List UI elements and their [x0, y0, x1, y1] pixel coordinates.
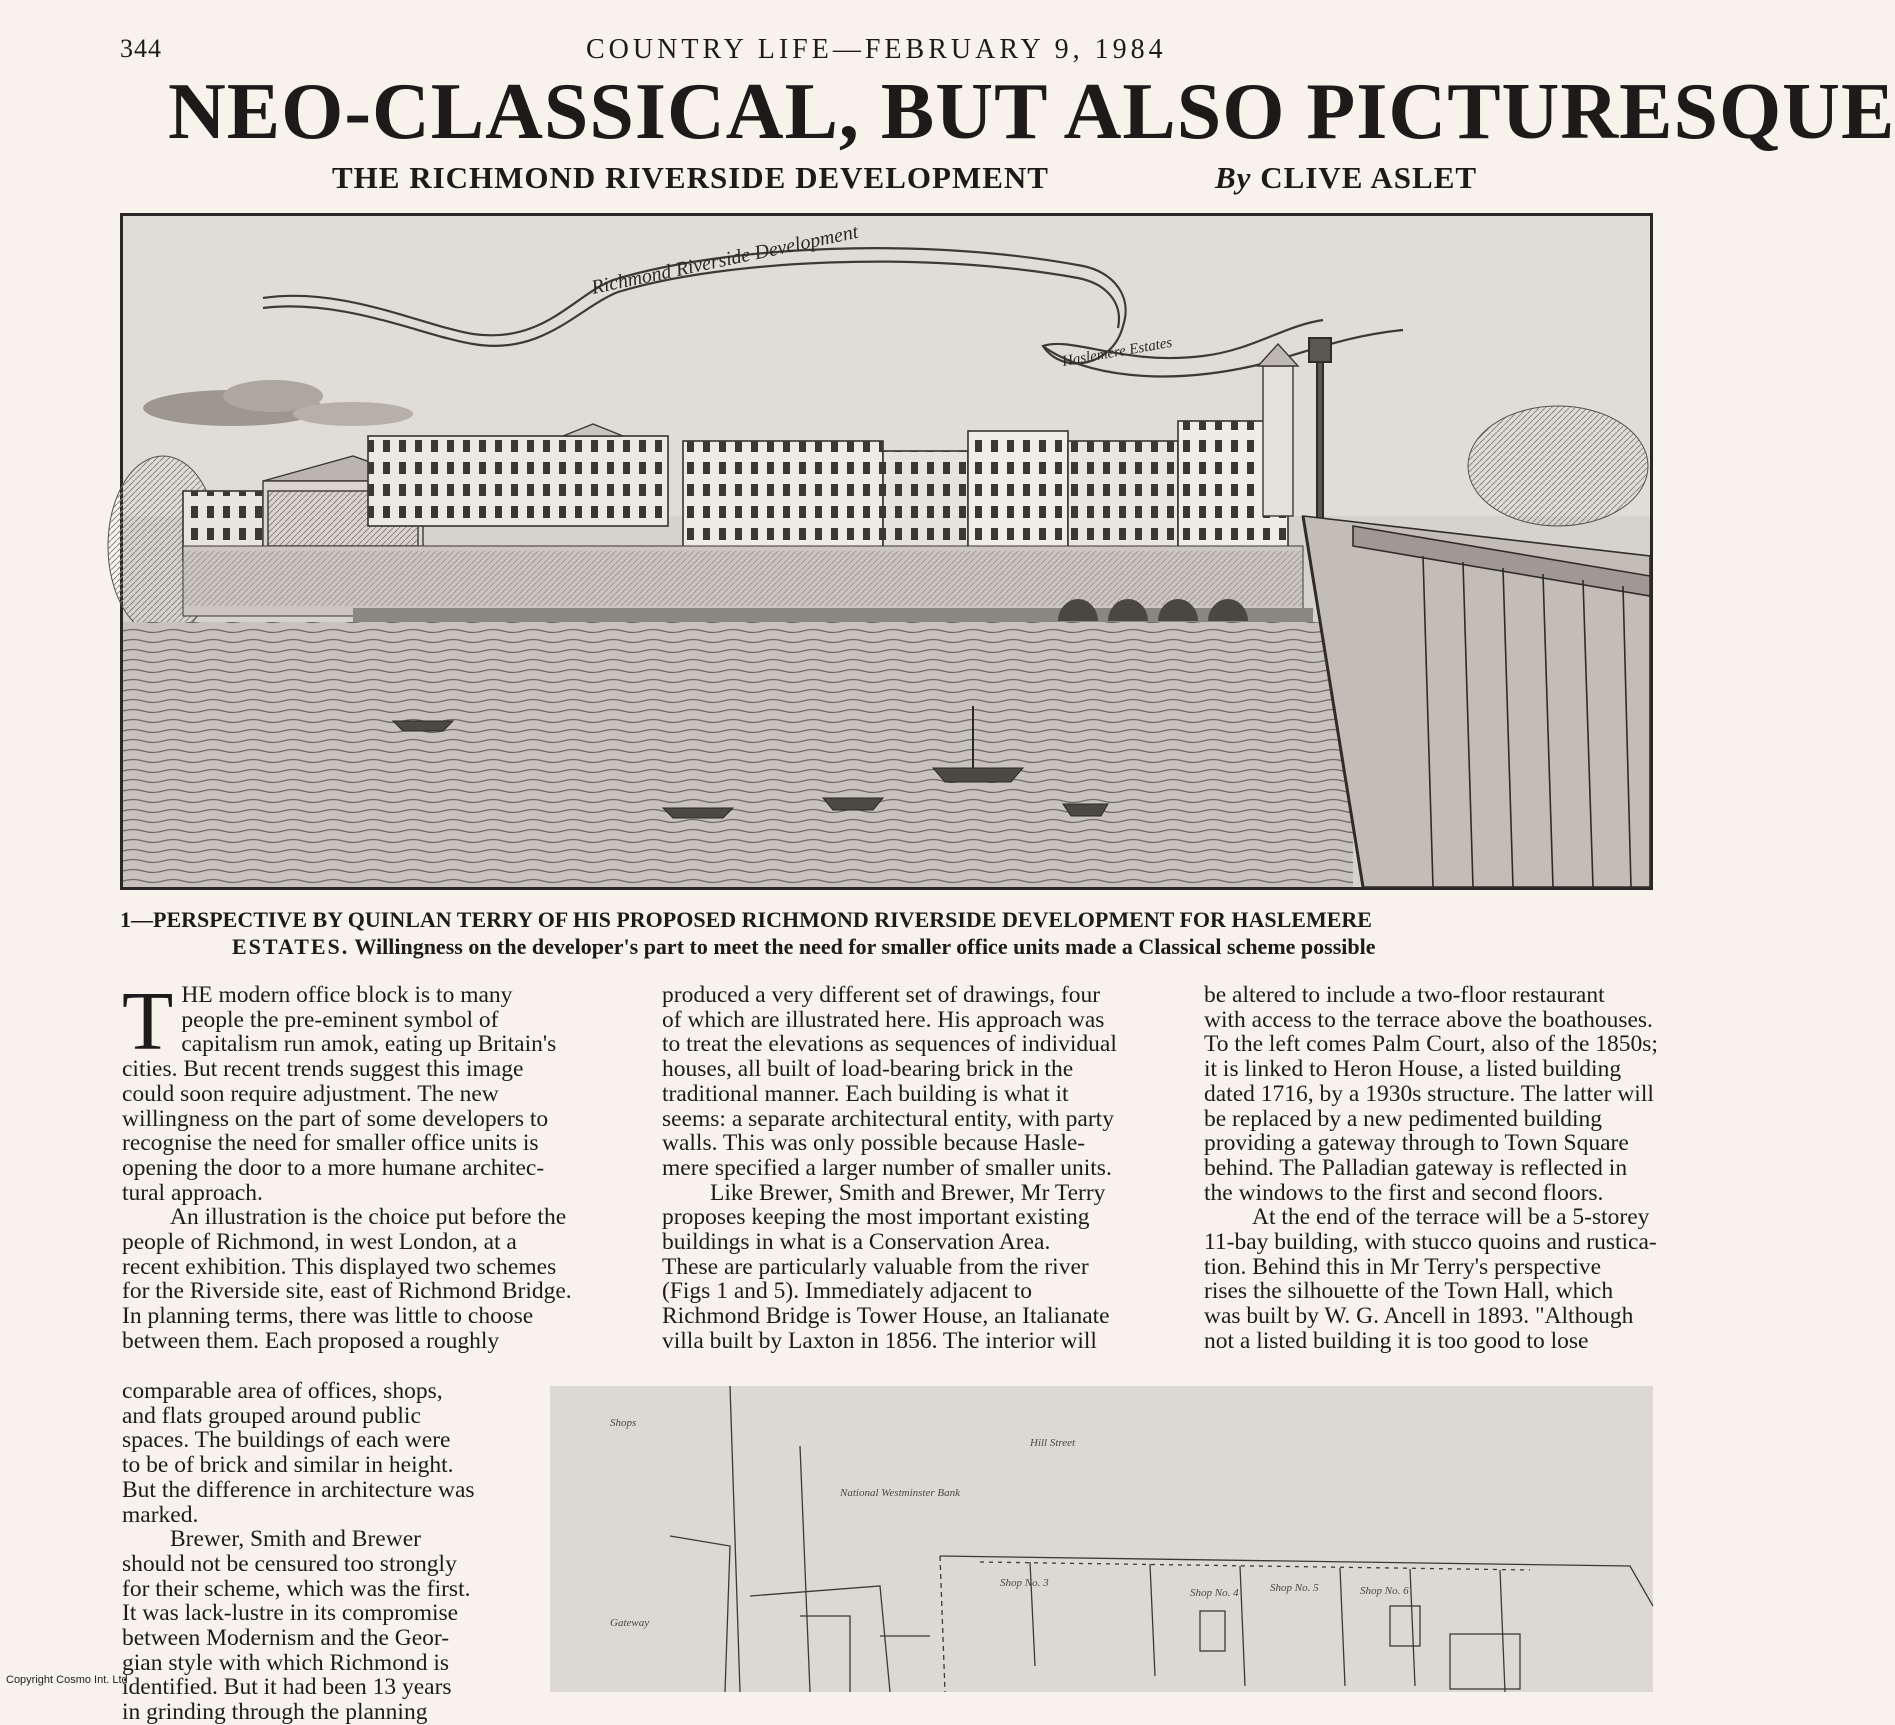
text-line: be altered to include a two-floor restaurant: [1204, 982, 1605, 1008]
text-line: providing a gateway through to Town Square: [1204, 1130, 1629, 1157]
headline: NEO-CLASSICAL, BUT ALSO PICTURESQUE: [168, 68, 1895, 156]
article-column-3: [1204, 982, 1658, 1354]
plan-label: Shop No. 5: [1270, 1582, 1319, 1594]
caption-line-2-lead: ESTATES.: [232, 934, 350, 959]
text-line: villa built by Laxton in 1856. The interior will: [662, 1327, 1097, 1354]
figure-1-caption: [120, 906, 1653, 960]
plan-label: Hill Street: [1030, 1437, 1076, 1449]
text-line: seems: a separate architectural entity, with party: [662, 1105, 1114, 1132]
text-line: houses, all built of load-bearing brick in the: [662, 1056, 1074, 1083]
text-line: rises the silhouette of the Town Hall, which: [1204, 1278, 1614, 1305]
text-line: to be of brick and similar in height.: [122, 1452, 454, 1479]
text-line: identified. But it had been 13 years: [122, 1674, 452, 1701]
bridge-balustrade: [1303, 516, 1650, 887]
text-line: tural approach.: [122, 1179, 263, 1206]
text-line: comparable area of offices, shops,: [122, 1378, 443, 1404]
text-line: for their scheme, which was the first.: [122, 1575, 471, 1602]
article-column-1: [122, 975, 638, 1354]
banner-subtext: Haslemere Estates: [1060, 334, 1174, 370]
text-line: proposes keeping the most important existing: [662, 1204, 1090, 1231]
text-line: people of Richmond, in west London, at a: [122, 1229, 517, 1256]
banner-text: Richmond Riverside Development: [589, 220, 861, 299]
text-line: spaces. The buildings of each were: [122, 1427, 451, 1454]
plan-label: Shop No. 3: [1000, 1577, 1049, 1589]
text-line: marked.: [122, 1501, 199, 1528]
text-line: produced a very different set of drawings, four: [662, 982, 1101, 1008]
plan-label: Shop No. 4: [1190, 1587, 1239, 1599]
byline: [1215, 160, 1477, 196]
text-line: capitalism run amok, eating up Britain's: [181, 1031, 557, 1058]
text-line: be replaced by a new pedimented building: [1204, 1105, 1603, 1132]
article-column-2: [662, 983, 1178, 1354]
text-line: the windows to the first and second floors.: [1204, 1179, 1604, 1206]
article-column-1-continued: [122, 1379, 522, 1725]
text-line: (Figs 1 and 5). Immediately adjacent to: [662, 1278, 1033, 1305]
caption-line-2: [120, 933, 1653, 960]
page-number: 344: [120, 34, 162, 63]
text-line: recognise the need for smaller office units is: [122, 1130, 539, 1157]
text-line: In planning terms, there was little to choose: [122, 1303, 534, 1330]
text-line: opening the door to a more humane architec-: [122, 1154, 545, 1181]
text-line: it is linked to Heron House, a listed building: [1204, 1056, 1622, 1083]
text-line: mere specified a larger number of smaller units.: [662, 1154, 1112, 1181]
text-line: to treat the elevations as sequences of individual: [662, 1031, 1117, 1058]
text-line: Richmond Bridge is Tower House, an Italianate: [662, 1303, 1110, 1330]
site-plan-svg: [550, 1386, 1653, 1692]
text-line: At the end of the terrace will be a 5-storey: [1252, 1204, 1650, 1231]
text-line: cities. But recent trends suggest this image: [122, 1056, 524, 1083]
text-line: could soon require adjustment. The new: [122, 1080, 499, 1107]
text-line: and flats grouped around public: [122, 1402, 421, 1429]
text-line: of which are illustrated here. His approach was: [662, 1006, 1105, 1033]
site-plan-drawing: [550, 1386, 1653, 1692]
text-line: in grinding through the planning: [122, 1699, 428, 1725]
running-head: COUNTRY LIFE—FEBRUARY 9, 1984: [586, 34, 1167, 65]
text-line: people the pre-eminent symbol of: [181, 1006, 499, 1033]
text-line: should not be censured too strongly: [122, 1550, 457, 1577]
text-line: between Modernism and the Geor-: [122, 1625, 450, 1652]
text-line: Like Brewer, Smith and Brewer, Mr Terry: [710, 1179, 1106, 1206]
riverside-perspective-illustration: [123, 216, 1650, 887]
byline-by: By: [1215, 160, 1252, 195]
plan-label: Shop No. 6: [1360, 1585, 1409, 1597]
text-line: walls. This was only possible because Hasle-: [662, 1130, 1086, 1157]
byline-author: CLIVE ASLET: [1260, 160, 1478, 195]
text-line: To the left comes Palm Court, also of the 1850s;: [1204, 1031, 1658, 1058]
text-line: gian style with which Richmond is: [122, 1649, 450, 1676]
text-line: But the difference in architecture was: [122, 1476, 475, 1503]
caption-line-1: 1—PERSPECTIVE BY QUINLAN TERRY OF HIS PROPOSED RICHMOND RIVERSIDE DEVELOPMENT FOR HASLEMERE: [120, 907, 1372, 932]
plan-label: Gateway: [610, 1617, 650, 1629]
subhead: THE RICHMOND RIVERSIDE DEVELOPMENT: [332, 160, 1049, 195]
text-line: was built by W. G. Ancell in 1893. "Although: [1204, 1303, 1634, 1330]
text-line: recent exhibition. This displayed two schemes: [122, 1253, 557, 1280]
text-line: with access to the terrace above the boathouses.: [1204, 1006, 1653, 1033]
text-line: 11-bay building, with stucco quoins and rustica-: [1204, 1229, 1657, 1256]
text-line: willingness on the part of some developers to: [122, 1105, 549, 1132]
text-line: An illustration is the choice put before the: [170, 1204, 567, 1231]
tree-shape: [1468, 406, 1648, 526]
plan-label: National Westminster Bank: [840, 1487, 960, 1499]
copyright-notice: Copyright Cosmo Int. Ltd: [6, 1674, 128, 1686]
drop-cap: T: [122, 975, 174, 1068]
text-line: These are particularly valuable from the river: [662, 1253, 1089, 1280]
text-line: HE modern office block is to many: [181, 982, 513, 1008]
caption-line-2-rest: Willingness on the developer's part to meet the need for smaller office units made a Classical scheme possible: [354, 934, 1376, 959]
plan-label: Shops: [610, 1417, 637, 1429]
text-line: behind. The Palladian gateway is reflected in: [1204, 1154, 1628, 1181]
text-line: traditional manner. Each building is what it: [662, 1080, 1069, 1107]
text-line: tion. Behind this in Mr Terry's perspective: [1204, 1253, 1602, 1280]
text-line: for the Riverside site, east of Richmond Bridge.: [122, 1278, 572, 1305]
text-line: between them. Each proposed a roughly: [122, 1327, 500, 1354]
text-line: It was lack-lustre in its compromise: [122, 1600, 459, 1627]
text-line: not a listed building it is too good to lose: [1204, 1327, 1589, 1354]
text-line: Brewer, Smith and Brewer: [170, 1526, 421, 1553]
text-line: dated 1716, by a 1930s structure. The latter will: [1204, 1080, 1654, 1107]
text-line: buildings in what is a Conservation Area.: [662, 1229, 1051, 1256]
figure-1-perspective-drawing: [120, 213, 1653, 890]
